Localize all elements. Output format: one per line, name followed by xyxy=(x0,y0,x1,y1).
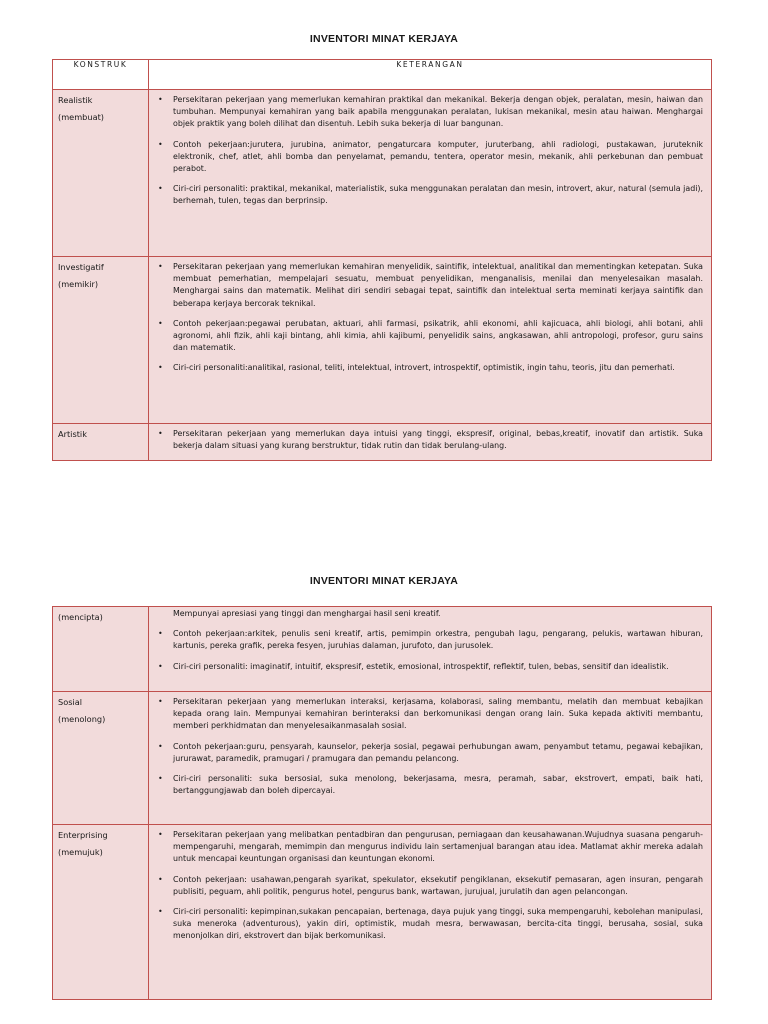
konstruk-name: Realistik xyxy=(58,95,93,105)
list-item: • Persekitaran pekerjaan yang memerlukan interaksi, kerjasama, kolaborasi, saling membantu, melatih dan membuat kebajikan kepada orang lain. Mempunyai kemahiran berinteraksi dan berkomunikasi dengan orang lain. Suka kepada aktiviti membantu, memberi perkhidmatan dan menyelesaikanmasalah sosial. xyxy=(158,697,703,731)
header-keterangan: KETERANGAN xyxy=(149,60,712,90)
keterangan-cell xyxy=(149,825,712,1000)
page-title: INVENTORI MINAT KERJAYA xyxy=(309,33,459,45)
table-row-enterprising xyxy=(53,825,712,1000)
list-item: • Ciri-ciri personaliti: suka bersosial, suka menolong, bekerjasama, mesra, peramah, sabar, ekstrovert, empati, baik hati, bertanggungjawab dan boleh dipercayai. xyxy=(158,774,703,796)
list-item: • Persekitaran pekerjaan yang melibatkan pentadbiran dan pengurusan, perniagaan dan keusahawanan.Wujudnya suasana pengaruh-mempengaruhi, mengarah, memimpin dan mengurus individu lain sertamenjual barangan atau idea. Matlamat akhir mereka adalah untuk mencapai keuntungan organisasi dan keuntungan ekonomi. xyxy=(158,830,703,864)
table-header-row xyxy=(53,60,712,90)
list-item: • Contoh pekerjaan:jurutera, jurubina, animator, pengaturcara komputer, juruterbang, ahli radiologi, pustakawan, juruteknik elektronik, chef, atlet, ahli bomba dan penyelamat, pemandu, tentera, operator mesin, mekanik, ahli perkebunan dan pembuat perabot. xyxy=(158,139,703,174)
keterangan-cell xyxy=(149,607,712,692)
keterangan-cell xyxy=(149,90,712,257)
career-inventory-table xyxy=(52,606,712,1000)
table-row-artistik-continued xyxy=(53,607,712,692)
konstruk-sub: (memikir) xyxy=(58,279,99,289)
list-item: • Persekitaran pekerjaan yang memerlukan daya intuisi yang tinggi, ekspresif, original, bebas,kreatif, inovatif dan artistik. Suka bekerja dalam situasi yang kurang berstruktur, tidak rutin dan tidak berulang-ulang. xyxy=(158,429,703,451)
konstruk-cell xyxy=(53,607,149,692)
konstruk-sub: (mencipta) xyxy=(58,612,103,622)
konstruk-sub: (memujuk) xyxy=(58,847,103,857)
list-item: • Ciri-ciri personaliti: praktikal, mekanikal, materialistik, suka menggunakan peralatan dan mesin, introvert, akur, natural (semula jadi), berhemah, tulen, tegas dan berprinsip. xyxy=(158,184,703,206)
konstruk-name: Investigatif xyxy=(58,262,104,272)
konstruk-name: Sosial xyxy=(58,697,83,707)
bullet-icon: • xyxy=(158,741,163,751)
bullet-icon: • xyxy=(158,874,163,884)
bullet-icon: • xyxy=(158,697,163,706)
bullet-icon: • xyxy=(158,139,163,149)
bullet-icon: • xyxy=(158,363,163,373)
list-item: • Contoh pekerjaan:guru, pensyarah, kaunselor, pekerja sosial, pegawai perhubungan awam, penyambut tetamu, pegawai kebajikan, jururawat, paramedik, pramugari / pramugara dan pemandu pelancong. xyxy=(158,741,703,763)
konstruk-cell xyxy=(53,825,149,1000)
table-row-realistik xyxy=(53,90,712,257)
bullet-icon: • xyxy=(158,774,163,784)
konstruk-sub: (membuat) xyxy=(58,112,104,122)
list-item: • Persekitaran pekerjaan yang memerlukan kemahiran menyelidik, saintifik, intelektual, analitikal dan mementingkan ketepatan. Suka membuat pemerhatian, mempelajari sesuatu, membuat penyelidikan, menganalisis, menilai dan menyelesaikan masalah. Menghargai sains dan matematik. Melihat diri sendiri sebagai tepat, saintifik dan intelektual serta meminati kerjaya saintifik dan beberapa kerjaya bercorak teknikal. xyxy=(158,262,703,308)
konstruk-name: Enterprising xyxy=(58,830,108,840)
konstruk-name: Artistik xyxy=(58,429,87,439)
konstruk-cell xyxy=(53,90,149,257)
konstruk-cell xyxy=(53,692,149,825)
konstruk-cell xyxy=(53,424,149,461)
list-item: Mempunyai apresiasi yang tinggi dan menghargai hasil seni kreatif. xyxy=(173,609,441,618)
bullet-icon: • xyxy=(158,184,163,194)
konstruk-cell xyxy=(53,257,149,424)
list-item: • Ciri-ciri personaliti: imaginatif, intuitif, ekspresif, estetik, emosional, introspektif, reflektif, tulen, bebas, sensitif dan idealistik. xyxy=(157,661,703,673)
header-konstruk: KONSTRUK xyxy=(53,60,149,90)
bullet-icon: • xyxy=(158,262,163,271)
keterangan-cell xyxy=(149,257,712,424)
page-title: INVENTORI MINAT KERJAYA xyxy=(309,575,459,587)
bullet-icon: • xyxy=(158,907,163,917)
table-row-sosial xyxy=(53,692,712,825)
list-item: • Contoh pekerjaan: usahawan,pengarah syarikat, spekulator, eksekutif pengiklanan, eksekutif pemasaran, agen insuran, pengarah publisiti, peguam, ahli politik, pengurus hotel, pengurus bank, wartawan, jurujual, jurulatih dan agen pelancongan. xyxy=(158,874,703,896)
keterangan-cell xyxy=(149,424,712,461)
list-item: • Contoh pekerjaan:arkitek, penulis seni kreatif, artis, pemimpin orkestra, pengubah lagu, pengarang, pelukis, wartawan hiburan, kartunis, pereka grafik, pereka fesyen, juruhias dalaman, jurufoto, dan jurusolek. xyxy=(158,629,703,651)
list-item: • Persekitaran pekerjaan yang memerlukan kemahiran praktikal dan mekanikal. Bekerja dengan objek, peralatan, mesin, haiwan dan tumbuhan. Mempunyai kemahiran yang baik apabila menggunakan peralatan, lukisan mekanikal, mesin atau haiwan. Menghargai objek praktik yang boleh dilihat dan disentuh. Lebih suka bekerja di luar bangunan. xyxy=(158,95,703,129)
table-row-investigatif xyxy=(53,257,712,424)
bullet-icon: • xyxy=(158,661,163,671)
list-item: • Ciri-ciri personaliti:analitikal, rasional, teliti, intelektual, introvert, introspektif, optimistik, ingin tahu, teoris, jitu dan pemerhati. xyxy=(157,362,703,374)
bullet-icon: • xyxy=(158,629,163,639)
bullet-icon: • xyxy=(158,830,163,839)
career-inventory-table xyxy=(52,59,712,461)
bullet-icon: • xyxy=(158,318,163,328)
list-item: • Ciri-ciri personaliti: kepimpinan,sukakan pencapaian, bertenaga, daya pujuk yang tinggi, suka mempengaruhi, kebolehan manipulasi, suka meneroka (adventurous), yakin diri, optimistik, mudah mesra, berwawasan, bercita-cita tinggi, berusaha, sosial, suka menonjolkan diri, ekstrovert dan bijak berkomunikasi. xyxy=(158,907,703,941)
bullet-icon: • xyxy=(158,429,163,438)
bullet-icon: • xyxy=(158,95,163,104)
list-item: • Contoh pekerjaan:pegawai perubatan, aktuari, ahli farmasi, psikatrik, ahli ekonomi, ahli kajicuaca, ahli biologi, ahli botani, ahli agronomi, ahli fizik, ahli kaji bintang, ahli kimia, ahli kajibumi, penyelidik sains, angkasawan, ahli antropologi, profesor, guru sains dan matematik. xyxy=(158,318,703,353)
konstruk-sub: (menolong) xyxy=(58,714,106,724)
table-row-artistik xyxy=(53,424,712,461)
keterangan-cell xyxy=(149,692,712,825)
